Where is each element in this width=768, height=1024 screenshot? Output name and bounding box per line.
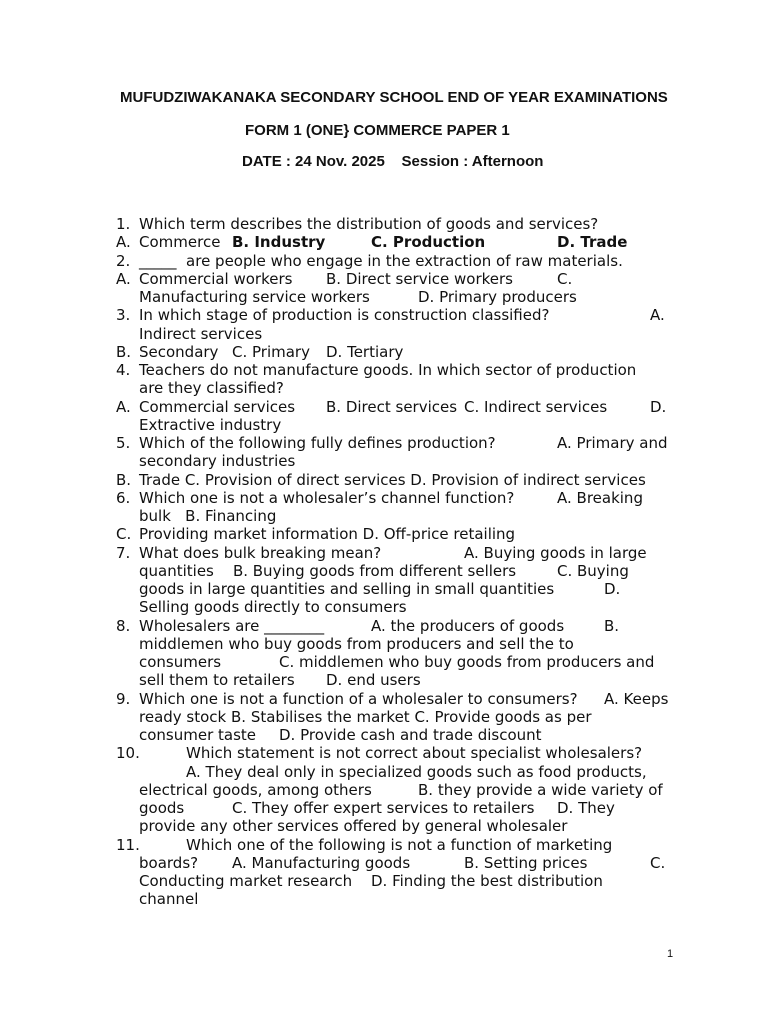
answer-option: A. Breaking [557, 488, 643, 507]
item-marker: 3. [116, 306, 131, 325]
item-marker: 2. [116, 251, 131, 270]
item-marker: A. [116, 397, 131, 416]
answer-option: D. end users [326, 671, 421, 690]
question-text: electrical goods, among others [139, 780, 372, 799]
item-marker: A. [116, 269, 131, 288]
question-text: middlemen who buy goods from producers and sell the to [139, 634, 574, 653]
question-text: In which stage of production is construction classified? [139, 306, 550, 325]
page-number: 1 [667, 948, 674, 960]
question-text: Teachers do not manufacture goods. In which sector of production [139, 361, 637, 379]
question-text: Selling goods directly to consumers [139, 598, 407, 617]
answer-option: D. Finding the best distribution [371, 872, 603, 890]
answer-option: A. Manufacturing goods [232, 853, 411, 872]
item-marker: 4. [116, 361, 131, 379]
question-text: Extractive industry [139, 415, 282, 434]
answer-option: Commerce [139, 233, 221, 252]
item-marker: C. [116, 525, 132, 544]
answer-option: A. Primary and [557, 434, 668, 452]
answer-option: C. middlemen who buy goods from producers and [279, 653, 655, 671]
item-marker: 10. [116, 744, 140, 763]
question-text: provide any other services offered by general wholesaler [139, 817, 568, 836]
question-text: are they classified? [139, 379, 284, 398]
item-marker: B. [116, 470, 132, 489]
question-text: Which one is not a function of a wholesaler to consumers? [139, 689, 578, 708]
question-text: Manufacturing service workers [139, 288, 370, 306]
answer-option: D. Provide cash and trade discount [279, 726, 542, 744]
question-text: goods [139, 799, 185, 817]
answer-option: B. Direct service workers [326, 269, 513, 288]
answer-option: C. Production [371, 233, 486, 252]
answer-option: B. Setting prices [464, 853, 588, 872]
answer-option: A. the producers of goods [371, 616, 565, 635]
answer-option: D. [650, 397, 667, 416]
question-text: Which term describes the distribution of goods and services? [139, 215, 599, 233]
question-text: A. They deal only in specialized goods such as food products, [186, 762, 647, 781]
question-text: Wholesalers are ________ [139, 616, 325, 635]
question-text: consumers [139, 653, 222, 671]
answer-option: Commercial workers [139, 269, 293, 288]
answer-option: B. [604, 616, 620, 635]
item-marker: 11. [116, 835, 140, 854]
question-text: goods in large quantities and selling in small quantities [139, 580, 555, 598]
answer-option: A. Keeps [604, 689, 669, 708]
question-text: Indirect services [139, 324, 263, 343]
answer-option: B. Direct services [326, 397, 458, 416]
answer-option: C. [557, 269, 573, 288]
question-text: Providing market information D. Off-price retailing [139, 525, 516, 544]
answer-option: C. [650, 853, 666, 872]
answer-option: C. Indirect services [464, 397, 608, 416]
item-marker: 7. [116, 543, 131, 562]
question-text: bulk B. Financing [139, 507, 277, 525]
answer-option: Commercial services [139, 397, 296, 416]
item-marker: A. [116, 233, 131, 252]
answer-option: D. They [557, 799, 615, 817]
answer-option: C. Buying [557, 561, 629, 580]
item-marker: B. [116, 342, 132, 361]
answer-option: A. Buying goods in large [464, 543, 647, 562]
item-marker: 5. [116, 434, 131, 452]
answer-option: D. Primary producers [418, 288, 577, 306]
item-marker: 9. [116, 689, 131, 708]
answer-option: D. Trade [557, 233, 628, 252]
answer-option: B. Industry [232, 233, 326, 252]
question-text: consumer taste [139, 726, 257, 744]
item-marker: 8. [116, 616, 131, 635]
question-text: Which one is not a wholesaler’s channel function? [139, 488, 515, 507]
question-text: channel [139, 890, 199, 909]
item-marker: 1. [116, 215, 131, 233]
item-marker: 6. [116, 488, 131, 507]
answer-option: C. They offer expert services to retailers [232, 799, 535, 817]
question-text: What does bulk breaking mean? [139, 543, 382, 562]
question-text: sell them to retailers [139, 671, 295, 690]
answer-option: Secondary [139, 342, 219, 361]
question-text: Which of the following fully defines production? [139, 434, 496, 452]
question-text: Trade C. Provision of direct services D. Provision of indirect services [139, 470, 646, 489]
answer-option: D. Tertiary [326, 342, 404, 361]
question-text: Conducting market research [139, 872, 353, 890]
question-text: boards? [139, 853, 199, 872]
answer-option: D. [604, 580, 621, 598]
answer-option: C. Primary [232, 342, 310, 361]
answer-option: B. they provide a wide variety of [418, 780, 663, 799]
question-text: secondary industries [139, 452, 296, 471]
question-text: _____ are people who engage in the extraction of raw materials. [139, 251, 623, 270]
answer-option: A. [650, 306, 665, 325]
question-text: quantities B. Buying goods from different sellers [139, 561, 517, 580]
question-text: ready stock B. Stabilises the market C. Provide goods as per [139, 707, 592, 726]
question-text: Which statement is not correct about specialist wholesalers? [186, 744, 643, 763]
paper-title: FORM 1 (ONE} COMMERCE PAPER 1 [245, 122, 510, 139]
school-title: MUFUDZIWAKANAKA SECONDARY SCHOOL END OF YEAR EXAMINATIONS [120, 89, 668, 106]
question-text: Which one of the following is not a function of marketing [186, 835, 613, 854]
date-session: DATE : 24 Nov. 2025 Session : Afternoon [242, 153, 544, 170]
